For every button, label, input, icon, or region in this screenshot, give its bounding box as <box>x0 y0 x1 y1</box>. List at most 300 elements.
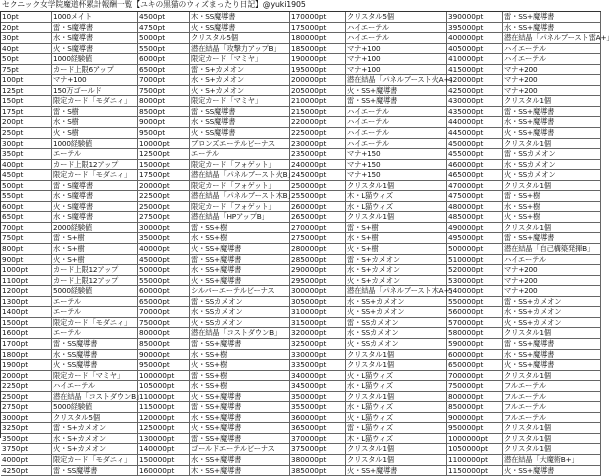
points-cell: 305000pt <box>290 297 346 307</box>
points-cell: 410000pt <box>447 54 503 64</box>
points-cell: 1500pt <box>1 318 52 328</box>
reward-cell: 火・SS+魔導書 <box>503 128 601 138</box>
points-cell: 100000pt <box>138 371 190 381</box>
points-cell: 4500pt <box>138 12 190 22</box>
table-row <box>290 96 447 107</box>
reward-cell: 雷・SS+魔導書 <box>503 107 601 117</box>
points-cell: 375000pt <box>290 444 346 454</box>
points-cell: 425000pt <box>447 86 503 96</box>
table-row <box>447 107 601 118</box>
reward-cell: 雷・SS+樹 <box>190 223 290 233</box>
points-cell: 270000pt <box>290 223 346 233</box>
points-cell: 560000pt <box>447 307 503 317</box>
reward-cell: 木・L猫ウィズ <box>346 191 447 201</box>
reward-cell: 水・SS+魔導書 <box>503 350 601 360</box>
reward-cell: マナ+100 <box>346 44 447 54</box>
reward-cell: 水・L猫ウィズ <box>346 402 447 412</box>
table-row <box>138 23 290 34</box>
reward-cell: 雷・S魔導書 <box>52 181 138 191</box>
reward-cell: エーテル <box>190 149 290 159</box>
points-cell: 230000pt <box>290 139 346 149</box>
points-cell: 385000pt <box>290 466 346 476</box>
points-cell: 250000pt <box>290 181 346 191</box>
reward-cell: 火・SS+魔導書 <box>346 86 447 96</box>
points-cell: 950000pt <box>447 423 503 433</box>
table-row <box>1 423 138 434</box>
points-cell: 445000pt <box>447 128 503 138</box>
table-row <box>1 318 138 329</box>
reward-cell: 雷・S魔導書 <box>52 23 138 33</box>
points-cell: 125pt <box>1 86 52 96</box>
table-row <box>138 350 290 361</box>
points-cell: 1300pt <box>1 297 52 307</box>
reward-cell: 雷・SS魔導書 <box>190 107 290 117</box>
table-row <box>1 86 138 97</box>
points-cell: 170000pt <box>290 12 346 22</box>
points-cell: 1100pt <box>1 276 52 286</box>
table-row <box>290 160 447 171</box>
points-cell: 510000pt <box>447 255 503 265</box>
reward-column <box>290 12 457 475</box>
table-row <box>138 381 290 392</box>
points-cell: 30pt <box>1 33 52 43</box>
reward-cell: マナ+200 <box>503 75 601 85</box>
reward-column <box>138 12 295 475</box>
points-cell: 175pt <box>1 107 52 117</box>
table-row <box>447 276 601 287</box>
points-cell: 105000pt <box>138 381 190 391</box>
reward-cell: ハイエーテル <box>503 54 601 64</box>
table-row <box>447 202 601 213</box>
points-cell: 3750pt <box>1 444 52 454</box>
table-row <box>290 297 447 308</box>
reward-cell: 2000経験値 <box>52 223 138 233</box>
reward-cell: 水・L猫ウィズ <box>346 381 447 391</box>
table-row <box>447 339 601 350</box>
points-cell: 275000pt <box>290 233 346 243</box>
points-cell: 1600pt <box>1 328 52 338</box>
reward-cell: 潜在結晶「パネルブースト火B」 <box>191 170 295 180</box>
reward-cell: クリスタル5個 <box>346 12 447 22</box>
points-cell: 465000pt <box>447 170 503 180</box>
reward-cell: 火・SS+カメオン <box>346 307 447 317</box>
points-cell: 1000000pt <box>447 434 503 444</box>
points-cell: 4250pt <box>1 466 52 476</box>
table-row <box>447 423 601 434</box>
page-title: セクニック女学院魔道杯累計報酬一覧【ユキの黒猫のウィズまったり日記】@yuki1905 <box>2 0 306 9</box>
points-cell: 200000pt <box>290 75 346 85</box>
points-cell: 195000pt <box>290 65 346 75</box>
reward-cell: マナ+200 <box>503 65 601 75</box>
points-cell: 2500pt <box>1 392 52 402</box>
reward-cell: 限定カード「フォゲット」 <box>190 202 290 212</box>
table-row <box>290 202 447 213</box>
points-cell: 470000pt <box>447 181 503 191</box>
table-row <box>447 191 601 202</box>
table-row <box>447 328 601 339</box>
reward-cell: 限定カード「モダニィ」 <box>52 170 138 180</box>
reward-column <box>1 12 143 475</box>
points-cell: 420000pt <box>447 75 503 85</box>
table-row <box>138 265 290 276</box>
table-row <box>290 444 447 455</box>
reward-cell: エーテル <box>52 149 138 159</box>
points-cell: 460000pt <box>447 160 503 170</box>
reward-cell: 限定カード「マミヤ」 <box>52 371 138 381</box>
points-cell: 15000pt <box>138 160 190 170</box>
reward-cell: 雷・SS魔導書 <box>52 466 138 476</box>
table-row <box>138 392 290 403</box>
table-row <box>447 413 601 424</box>
reward-cell: 雷・SS+魔導書 <box>503 233 601 243</box>
table-row <box>290 107 447 118</box>
table-row <box>138 170 295 181</box>
points-cell: 110000pt <box>138 392 190 402</box>
points-cell: 435000pt <box>447 107 503 117</box>
points-cell: 17500pt <box>138 170 190 180</box>
reward-cell: ハイエーテル <box>346 139 447 149</box>
points-cell: 35000pt <box>138 233 190 243</box>
table-row <box>1 65 138 76</box>
table-row <box>1 33 138 44</box>
reward-cell: 雷・SS+魔導書 <box>190 402 290 412</box>
points-cell: 550000pt <box>447 297 503 307</box>
points-cell: 175000pt <box>290 23 346 33</box>
table-row <box>138 54 290 65</box>
reward-cell: カード上限12アップ <box>52 265 138 275</box>
points-cell: 800pt <box>1 244 52 254</box>
table-row <box>290 286 457 297</box>
reward-cell: 火・SS+魔導書 <box>503 360 601 370</box>
reward-cell: マナ+150 <box>346 160 447 170</box>
reward-cell: マナ+150 <box>346 170 447 180</box>
points-cell: 580000pt <box>447 328 503 338</box>
points-cell: 280000pt <box>290 244 346 254</box>
reward-cell: フルエーテル <box>503 413 601 423</box>
points-cell: 8500pt <box>138 107 190 117</box>
reward-cell: 雷・SS+魔導書 <box>190 255 290 265</box>
points-cell: 365000pt <box>290 423 346 433</box>
table-row <box>1 117 138 128</box>
reward-cell: 火・S魔導書 <box>52 202 138 212</box>
table-row <box>290 265 447 276</box>
reward-cell: 水・SS+樹 <box>190 233 290 243</box>
points-cell: 345000pt <box>290 381 346 391</box>
table-row <box>447 86 601 97</box>
table-row <box>447 117 601 128</box>
points-cell: 500pt <box>1 181 52 191</box>
points-cell: 160000pt <box>138 466 190 476</box>
reward-cell: 火・S魔導書 <box>52 44 138 54</box>
reward-cell: 雷・SS+魔導書 <box>346 96 447 106</box>
reward-cell: 水・S+カメオン <box>346 265 447 275</box>
reward-cell: 水・S+樹 <box>346 233 447 243</box>
table-row <box>138 444 290 455</box>
points-cell: 900000pt <box>447 413 503 423</box>
reward-cell: クリスタル1個 <box>346 360 447 370</box>
reward-cell: 火・L猫ウィズ <box>346 371 447 381</box>
points-cell: 180000pt <box>290 33 346 43</box>
points-cell: 27500pt <box>138 212 190 222</box>
reward-cell: カード上限6アップ <box>52 65 138 75</box>
reward-cell: マナ+200 <box>503 286 601 296</box>
points-cell: 530000pt <box>447 276 503 286</box>
points-cell: 1150000pt <box>447 466 503 476</box>
reward-cell: クリスタル1個 <box>503 434 601 444</box>
reward-cell: マナ+100 <box>52 75 138 85</box>
reward-cell: 火・L猫ウィズ <box>346 413 447 423</box>
table-row <box>447 160 601 171</box>
points-cell: 4000pt <box>1 455 52 465</box>
table-row <box>1 297 138 308</box>
table-row <box>1 212 138 223</box>
table-row <box>1 265 138 276</box>
points-cell: 1700pt <box>1 339 52 349</box>
points-cell: 250pt <box>1 128 52 138</box>
reward-cell: ブロンズエーテルビーナス <box>190 139 290 149</box>
reward-cell: 水・SS+魔導書 <box>503 23 601 33</box>
table-row <box>138 423 290 434</box>
table-row <box>138 191 295 202</box>
table-row <box>290 423 447 434</box>
points-cell: 1050000pt <box>447 444 503 454</box>
reward-cell: ハイエーテル <box>503 255 601 265</box>
reward-cell: 潜在結晶「コストダウンB」 <box>53 391 143 401</box>
reward-cell: 雷・SSカメオン <box>503 149 601 159</box>
points-cell: 265000pt <box>290 212 346 222</box>
table-row <box>290 33 447 44</box>
points-cell: 90000pt <box>138 350 190 360</box>
reward-cell: 1000経験値 <box>52 54 138 64</box>
points-cell: 75pt <box>1 65 52 75</box>
points-cell: 85000pt <box>138 339 190 349</box>
reward-cell: 火・S+樹 <box>346 244 447 254</box>
reward-cell: 水・SS+樹 <box>503 202 601 212</box>
points-cell: 750000pt <box>447 381 503 391</box>
points-cell: 235000pt <box>290 149 346 159</box>
table-row <box>1 350 138 361</box>
points-cell: 60000pt <box>138 286 190 296</box>
points-cell: 10000pt <box>138 139 190 149</box>
reward-cell: 火・SS+樹 <box>503 212 601 222</box>
points-cell: 240000pt <box>290 160 346 170</box>
reward-cell: 雷・SS+樹 <box>190 371 290 381</box>
reward-cell: クリスタル1個 <box>503 139 601 149</box>
reward-cell: 水・S樹 <box>52 117 138 127</box>
table-row <box>1 402 138 413</box>
points-cell: 150pt <box>1 96 52 106</box>
table-row <box>1 139 138 150</box>
points-cell: 220000pt <box>290 117 346 127</box>
table-row <box>447 75 601 86</box>
table-row <box>1 360 138 371</box>
points-cell: 115000pt <box>138 402 190 412</box>
table-row <box>138 128 290 139</box>
points-cell: 70000pt <box>138 307 190 317</box>
reward-cell: 水・SS魔導書 <box>52 350 138 360</box>
table-row <box>1 75 138 86</box>
reward-cell: 水・S+カメオン <box>190 75 290 85</box>
points-cell: 405000pt <box>447 44 503 54</box>
points-cell: 400000pt <box>447 33 503 43</box>
points-cell: 900pt <box>1 255 52 265</box>
table-row <box>138 96 290 107</box>
reward-cell: 火・S+カメオン <box>52 444 138 454</box>
reward-cell: 潜在結晶「自己構築発揮B」 <box>503 244 601 254</box>
table-row <box>1 276 138 287</box>
reward-cell: エーテル <box>52 307 138 317</box>
reward-cell: 雷・S+樹 <box>52 233 138 243</box>
points-cell: 285000pt <box>290 255 346 265</box>
table-row <box>447 444 601 455</box>
table-row <box>447 318 601 329</box>
reward-cell: 雷・S+カメオン <box>52 423 138 433</box>
table-row <box>290 44 447 55</box>
table-row <box>290 350 447 361</box>
points-cell: 20000pt <box>138 181 190 191</box>
reward-cell: ハイエーテル <box>346 117 447 127</box>
reward-cell: クリスタル1個 <box>503 423 601 433</box>
table-row <box>1 255 138 266</box>
table-row <box>138 413 290 424</box>
points-cell: 475000pt <box>447 191 503 201</box>
reward-cell: クリスタル1個 <box>503 223 601 233</box>
table-row <box>447 139 601 150</box>
points-cell: 3250pt <box>1 423 52 433</box>
table-row <box>138 233 290 244</box>
table-row <box>290 65 447 76</box>
points-cell: 325000pt <box>290 339 346 349</box>
points-cell: 600000pt <box>447 350 503 360</box>
reward-cell: クリスタル5個 <box>52 413 138 423</box>
table-row <box>1 328 138 339</box>
reward-cell: ゴールドエーテルビーナス <box>190 444 290 454</box>
reward-cell: エーテル <box>52 328 138 338</box>
points-cell: 700000pt <box>447 371 503 381</box>
table-row <box>1 149 138 160</box>
reward-cell: 雷・S+カメオン <box>346 255 447 265</box>
points-cell: 4750pt <box>138 23 190 33</box>
table-row <box>1 128 138 139</box>
points-cell: 495000pt <box>447 233 503 243</box>
table-row <box>1 434 138 445</box>
table-row <box>290 255 447 266</box>
reward-cell: 潜在結晶「大魔術B+」 <box>503 455 601 465</box>
table-row <box>138 65 290 76</box>
points-cell: 450000pt <box>447 139 503 149</box>
points-cell: 140000pt <box>138 444 190 454</box>
table-row <box>447 96 601 107</box>
table-row <box>138 212 290 223</box>
points-cell: 45000pt <box>138 255 190 265</box>
reward-cell: 水・SS魔導書 <box>190 117 290 127</box>
table-row <box>447 360 601 371</box>
table-row <box>1 371 138 382</box>
table-row <box>138 202 290 213</box>
table-row <box>447 65 601 76</box>
points-cell: 55000pt <box>138 276 190 286</box>
table-row <box>138 12 290 23</box>
points-cell: 2250pt <box>1 381 52 391</box>
table-row <box>447 181 601 192</box>
points-cell: 95000pt <box>138 360 190 370</box>
table-row <box>447 286 601 297</box>
table-row <box>447 466 601 476</box>
reward-cell: 5000経験値 <box>52 286 138 296</box>
points-cell: 3000pt <box>1 413 52 423</box>
table-row <box>290 402 447 413</box>
table-row <box>290 413 447 424</box>
table-row <box>290 212 447 223</box>
reward-cell: マナ+100 <box>346 65 447 75</box>
points-cell: 1200pt <box>1 286 52 296</box>
table-row <box>290 455 447 466</box>
table-row <box>447 44 601 55</box>
table-row <box>447 33 613 44</box>
table-row <box>290 54 447 65</box>
table-row <box>138 276 290 287</box>
reward-cell: ハイエーテル <box>503 44 601 54</box>
points-cell: 300000pt <box>290 286 346 296</box>
reward-cell: 雷・SS+魔導書 <box>503 12 601 22</box>
points-cell: 330000pt <box>290 350 346 360</box>
reward-cell: 水・SSカメオン <box>190 307 290 317</box>
points-cell: 225000pt <box>290 128 346 138</box>
points-cell: 650000pt <box>447 360 503 370</box>
table-row <box>290 307 447 318</box>
points-cell: 3500pt <box>1 434 52 444</box>
reward-cell: フルエーテル <box>503 392 601 402</box>
reward-cell: 限定カード「フォゲット」 <box>190 160 290 170</box>
points-cell: 440000pt <box>447 117 503 127</box>
reward-cell: 限定カード「フォゲット」 <box>190 181 290 191</box>
reward-cell: 雷・L猫ウィズ <box>346 423 447 433</box>
reward-cell: 雷・SSカメオン <box>346 318 447 328</box>
points-cell: 570000pt <box>447 318 503 328</box>
table-row <box>138 107 290 118</box>
points-cell: 390000pt <box>447 12 503 22</box>
table-row <box>447 402 601 413</box>
points-cell: 190000pt <box>290 54 346 64</box>
reward-cell: 水・SS+樹 <box>190 381 290 391</box>
points-cell: 6000pt <box>138 54 190 64</box>
points-cell: 750pt <box>1 233 52 243</box>
points-cell: 310000pt <box>290 307 346 317</box>
points-cell: 650pt <box>1 212 52 222</box>
table-row <box>447 434 601 445</box>
reward-cell: 火・SS+魔導書 <box>190 423 290 433</box>
points-cell: 5000pt <box>138 33 190 43</box>
reward-cell: 1000メイト <box>52 12 138 22</box>
table-row <box>290 434 447 445</box>
points-cell: 350000pt <box>290 392 346 402</box>
points-cell: 1100000pt <box>447 455 503 465</box>
reward-cell: 火・SSカメオン <box>190 318 290 328</box>
points-cell: 335000pt <box>290 360 346 370</box>
reward-cell: 150万ゴールド <box>52 86 138 96</box>
table-row <box>138 75 290 86</box>
reward-cell: 雷・SS+樹 <box>503 191 601 201</box>
table-row <box>290 75 457 86</box>
reward-cell: 潜在結晶「HPアップB」 <box>190 212 290 222</box>
points-cell: 290000pt <box>290 265 346 275</box>
table-row <box>138 86 290 97</box>
reward-cell: 雷・S+樹 <box>346 223 447 233</box>
reward-cell: マナ+150 <box>346 149 447 159</box>
points-cell: 355000pt <box>290 402 346 412</box>
reward-cell: 火・SS+魔導書 <box>346 466 447 476</box>
reward-cell: ハイエーテル <box>346 33 447 43</box>
